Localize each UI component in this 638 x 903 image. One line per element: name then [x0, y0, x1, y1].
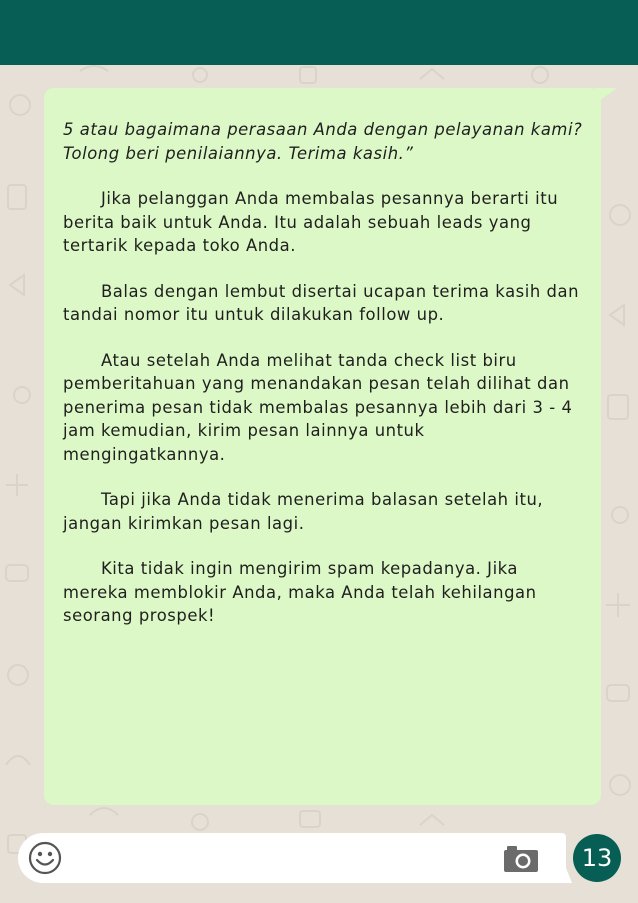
smiley-icon[interactable] [28, 841, 62, 875]
message-paragraph: Atau setelah Anda melihat tanda check list biru pemberitahuan yang menandakan pesan telah dilihat dan penerima pesan tidak membalas pesannya lebih dari 3 - 4 jam kemudian, kirim pesan lainnya untuk mengingatkannya. [63, 350, 573, 464]
message-text [63, 118, 583, 650]
camera-icon[interactable] [503, 845, 539, 873]
header-bar [0, 0, 638, 65]
message-bubble-tail [595, 88, 617, 104]
message-paragraph: Jika pelanggan Anda membalas pesannya berarti itu berita baik untuk Anda. Itu adalah sebuah leads yang tertarik kepada toko Anda. [63, 189, 559, 255]
message-input-bar[interactable] [18, 833, 566, 883]
message-paragraph: Tapi jika Anda tidak menerima balasan setelah itu, jangan kirimkan pesan lagi. [63, 490, 544, 533]
message-paragraph: Kita tidak ingin mengirim spam kepadanya. Jika mereka memblokir Anda, maka Anda telah kehilangan seorang prospek! [63, 559, 537, 625]
message-paragraph-quote: 5 atau bagaimana perasaan Anda dengan pelayanan kami? Tolong beri penilaiannya. Terima kasih.” [63, 120, 583, 163]
message-input-bar-tail [552, 833, 572, 883]
message-paragraph: Balas dengan lembut disertai ucapan terima kasih dan tandai nomor itu untuk dilakukan follow up. [63, 281, 580, 324]
page-number-badge: 13 [573, 834, 621, 882]
